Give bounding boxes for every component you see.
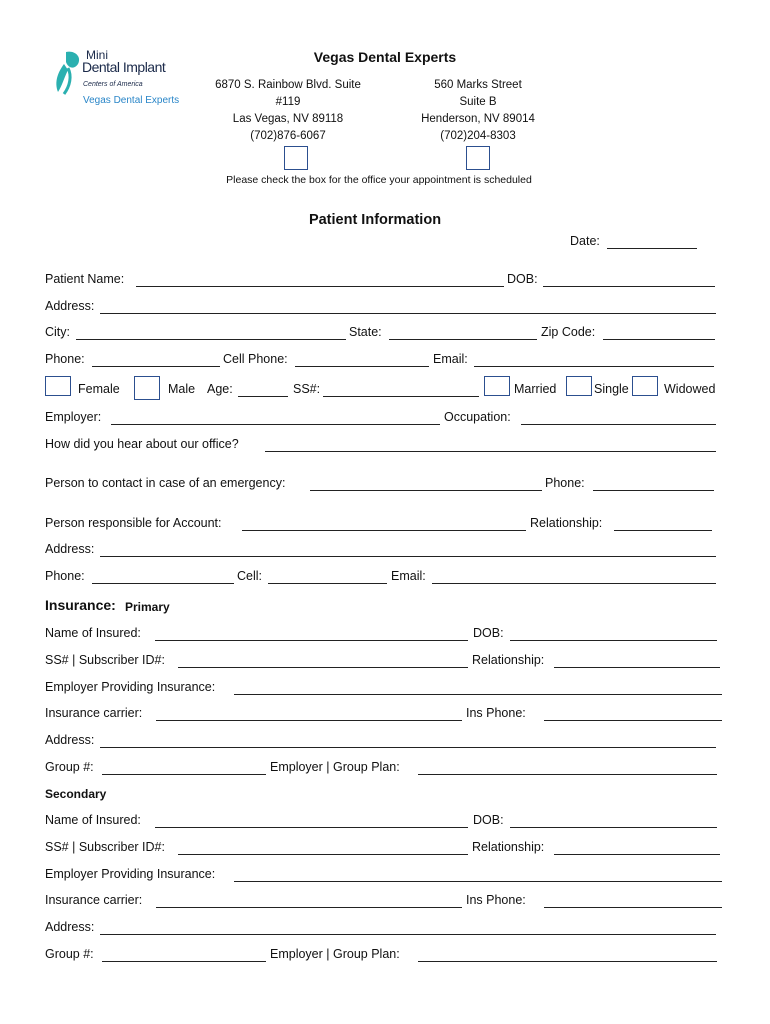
responsible-email-field[interactable] (432, 583, 716, 584)
dob-field[interactable] (543, 286, 715, 287)
cell-phone-field[interactable] (295, 366, 429, 367)
male-label: Male (168, 382, 196, 396)
secondary-plan-label: Employer | Group Plan: (270, 947, 400, 961)
single-checkbox[interactable] (566, 376, 592, 396)
address-field[interactable] (100, 313, 716, 314)
secondary-phone-label: Ins Phone: (466, 893, 526, 907)
secondary-dob-label: DOB: (473, 813, 504, 827)
office-1-line3: Las Vegas, NV 89118 (232, 113, 344, 125)
responsible-relationship-field[interactable] (614, 530, 712, 531)
insurance-heading: Insurance: (45, 597, 116, 613)
patient-name-label: Patient Name: (45, 272, 125, 286)
primary-employer-field[interactable] (234, 694, 722, 695)
office-1-line4: (702)876-6067 (250, 130, 326, 142)
zip-field[interactable] (603, 339, 715, 340)
widowed-checkbox[interactable] (632, 376, 658, 396)
office-2-line1: 560 Marks Street (434, 79, 522, 91)
primary-phone-field[interactable] (544, 720, 722, 721)
cell-phone-label: Cell Phone: (223, 352, 288, 366)
responsible-cell-field[interactable] (268, 583, 387, 584)
emergency-contact-field[interactable] (310, 490, 542, 491)
primary-heading: Primary (125, 600, 170, 614)
responsible-phone-label: Phone: (45, 569, 85, 583)
age-label: Age: (207, 382, 233, 396)
secondary-phone-field[interactable] (544, 907, 722, 908)
office-2-checkbox[interactable] (466, 146, 490, 170)
married-checkbox[interactable] (484, 376, 510, 396)
logo-sub: Vegas Dental Experts (83, 95, 180, 106)
logo-centers: Centers of America (83, 81, 143, 88)
female-label: Female (78, 382, 120, 396)
primary-name-label: Name of Insured: (45, 626, 141, 640)
office-2-line4: (702)204-8303 (440, 130, 516, 142)
office-1-line2: #119 (275, 96, 301, 108)
city-label: City: (45, 325, 70, 339)
secondary-employer-field[interactable] (234, 881, 722, 882)
responsible-party-field[interactable] (242, 530, 526, 531)
occupation-field[interactable] (521, 424, 716, 425)
state-label: State: (349, 325, 382, 339)
responsible-cell-label: Cell: (237, 569, 263, 583)
occupation-label: Occupation: (444, 410, 511, 424)
office-2-line2: Suite B (459, 96, 497, 108)
email-label: Email: (433, 352, 468, 366)
secondary-relationship-label: Relationship: (472, 840, 545, 854)
practice-title: Vegas Dental Experts (313, 49, 457, 65)
secondary-carrier-label: Insurance carrier: (45, 893, 143, 907)
married-label: Married (514, 382, 557, 396)
single-label: Single (594, 382, 629, 396)
logo-mini: Mini (86, 48, 109, 62)
referral-field[interactable] (265, 451, 716, 452)
office-1-line1: 6870 S. Rainbow Blvd. Suite (215, 79, 361, 91)
secondary-name-label: Name of Insured: (45, 813, 141, 827)
logo-brand: Dental Implant (82, 59, 166, 75)
office-2-line3: Henderson, NV 89014 (421, 113, 535, 125)
zip-label: Zip Code: (541, 325, 596, 339)
secondary-address-field[interactable] (100, 934, 716, 935)
primary-relationship-label: Relationship: (472, 653, 545, 667)
secondary-employer-label: Employer Providing Insurance: (45, 867, 216, 881)
primary-address-field[interactable] (100, 747, 716, 748)
responsible-address-label: Address: (45, 542, 95, 556)
state-field[interactable] (389, 339, 537, 340)
patient-info-title: Patient Information (308, 212, 442, 228)
responsible-address-field[interactable] (100, 556, 716, 557)
secondary-address-label: Address: (45, 920, 95, 934)
secondary-group-field[interactable] (102, 961, 266, 962)
secondary-dob-field[interactable] (510, 827, 717, 828)
office-1-checkbox[interactable] (284, 146, 308, 170)
responsible-phone-field[interactable] (92, 583, 234, 584)
ss-label: SS#: (293, 382, 321, 396)
office-2-address (388, 77, 568, 145)
responsible-email-label: Email: (391, 569, 426, 583)
referral-label: How did you hear about our office? (45, 437, 239, 451)
female-checkbox[interactable] (45, 376, 71, 396)
primary-dob-field[interactable] (510, 640, 717, 641)
primary-carrier-label: Insurance carrier: (45, 706, 143, 720)
date-label: Date: (570, 234, 600, 248)
secondary-name-field[interactable] (155, 827, 468, 828)
secondary-relationship-field[interactable] (554, 854, 720, 855)
secondary-group-label: Group #: (45, 947, 94, 961)
widowed-label: Widowed (664, 382, 716, 396)
primary-plan-field[interactable] (418, 774, 717, 775)
office-1-address (198, 77, 378, 145)
primary-employer-label: Employer Providing Insurance: (45, 680, 216, 694)
secondary-heading: Secondary (45, 787, 107, 801)
phone-label: Phone: (45, 352, 85, 366)
email-field[interactable] (474, 366, 714, 367)
city-field[interactable] (76, 339, 346, 340)
secondary-ss-field[interactable] (178, 854, 468, 855)
phone-field[interactable] (92, 366, 220, 367)
emergency-phone-field[interactable] (593, 490, 714, 491)
patient-name-field[interactable] (136, 286, 504, 287)
primary-dob-label: DOB: (473, 626, 504, 640)
primary-group-field[interactable] (102, 774, 266, 775)
employer-field[interactable] (111, 424, 440, 425)
address-label: Address: (45, 299, 95, 313)
dob-label: DOB: (507, 272, 538, 286)
employer-label: Employer: (45, 410, 102, 424)
responsible-party-label: Person responsible for Account: (45, 516, 222, 530)
primary-ss-field[interactable] (178, 667, 468, 668)
primary-ss-label: SS# | Subscriber ID#: (45, 653, 165, 667)
emergency-phone-label: Phone: (545, 476, 585, 490)
primary-group-label: Group #: (45, 760, 94, 774)
primary-phone-label: Ins Phone: (466, 706, 526, 720)
primary-address-label: Address: (45, 733, 95, 747)
ss-field[interactable] (323, 396, 479, 397)
primary-relationship-field[interactable] (554, 667, 720, 668)
secondary-carrier-field[interactable] (156, 907, 462, 908)
responsible-relationship-label: Relationship: (530, 516, 603, 530)
primary-name-field[interactable] (155, 640, 468, 641)
date-field[interactable] (607, 248, 697, 249)
office-notice: Please check the box for the office your appointment is scheduled (226, 174, 532, 186)
secondary-plan-field[interactable] (418, 961, 717, 962)
age-field[interactable] (238, 396, 288, 397)
secondary-ss-label: SS# | Subscriber ID#: (45, 840, 165, 854)
emergency-contact-label: Person to contact in case of an emergency: (45, 476, 286, 490)
male-checkbox[interactable] (134, 376, 160, 400)
primary-carrier-field[interactable] (156, 720, 462, 721)
primary-plan-label: Employer | Group Plan: (270, 760, 400, 774)
